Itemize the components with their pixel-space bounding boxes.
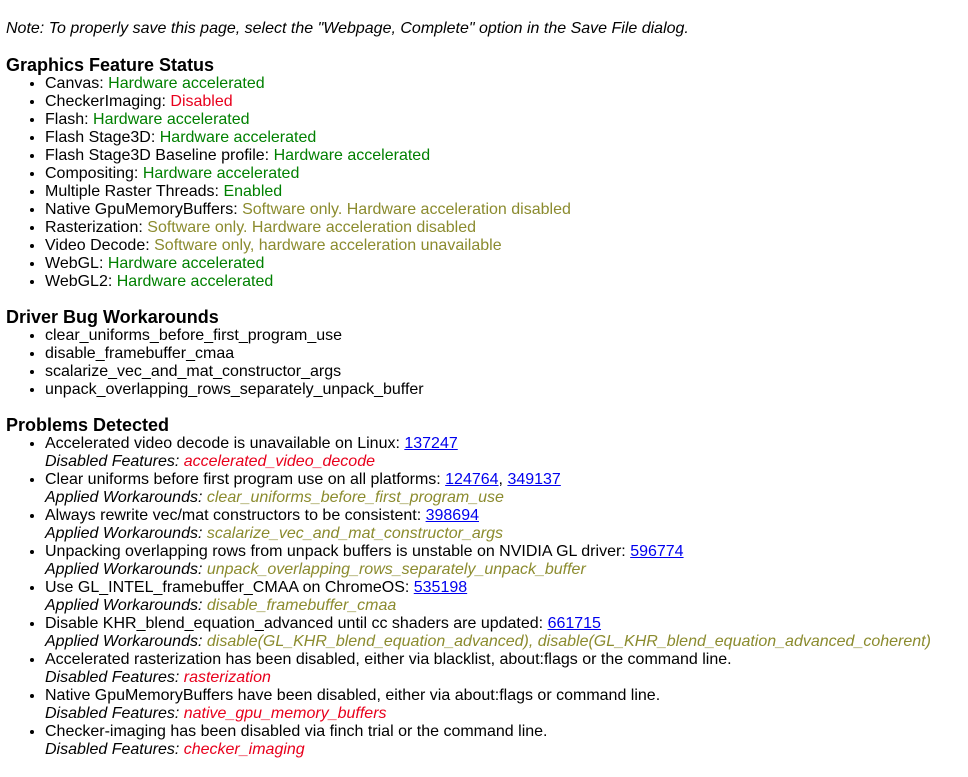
problem-detail-label: Disabled Features: [45,741,184,758]
feature-status-value: Software only. Hardware acceleration disabled [147,219,477,236]
feature-status-value: Hardware accelerated [108,75,265,92]
problem-detail [45,561,962,579]
problem-detail-label: Disabled Features: [45,453,184,470]
feature-status-item [45,255,962,273]
feature-name: Rasterization: [45,219,148,236]
problem-detail-value: scalarize_vec_and_mat_constructor_args [206,525,504,542]
feature-name: Flash Stage3D Baseline profile: [45,147,274,164]
problem-detail [45,705,962,723]
feature-status-item [45,165,962,183]
problem-detail [45,741,962,759]
problem-detail [45,525,962,543]
problem-detail-value: disable(GL_KHR_blend_equation_advanced_coherent) [537,633,931,650]
problem-detail [45,489,962,507]
problems-heading: Problems Detected [6,415,170,435]
feature-status-value: Hardware accelerated [107,255,265,272]
problem-detail [45,597,962,615]
feature-status-heading: Graphics Feature Status [6,55,215,75]
problem-detail-label: Applied Workarounds: [45,561,207,578]
problem-description: Always rewrite vec/mat constructors to be consistent: [45,507,426,524]
workaround-item: • clear_uniforms_before_first_program_use [45,327,962,345]
bug-link[interactable]: 124764 [445,471,499,488]
feature-status-value: Disabled [170,93,233,110]
feature-status-item [45,111,962,129]
workarounds-list [6,327,962,399]
feature-status-list [6,75,962,291]
problem-detail-label: Applied Workarounds: [45,489,207,506]
problem-description: Checker-imaging has been disabled via finch trial or the command line. [45,723,548,740]
feature-status-item [45,147,962,165]
problem-item [45,687,962,723]
feature-status-item [45,201,962,219]
problem-detail-value: rasterization [183,669,271,686]
problem-item [45,579,962,615]
feature-status-value: Hardware accelerated [273,147,431,164]
feature-name: Native GpuMemoryBuffers: [45,201,243,218]
feature-name: Compositing: [45,165,143,182]
problem-item [45,471,962,507]
workaround-item: • disable_framebuffer_cmaa [45,345,962,363]
problem-description: Unpacking overlapping rows from unpack buffers is unstable on NVIDIA GL driver: [45,543,631,560]
workaround-item: • scalarize_vec_and_mat_constructor_args [45,363,962,381]
bug-link[interactable]: 535198 [413,579,468,596]
problem-detail-label: Disabled Features: [45,669,184,686]
feature-name: CheckerImaging: [45,93,171,110]
feature-status-item [45,93,962,111]
feature-status-value: Hardware accelerated [142,165,300,182]
feature-status-value: Enabled [223,183,283,200]
value-separator: , [528,633,538,650]
feature-status-value: Software only, hardware acceleration unavailable [154,237,502,254]
problem-detail-value: native_gpu_memory_buffers [183,705,387,722]
problem-description: Native GpuMemoryBuffers have been disabled, either via about:flags or command line. [45,687,661,704]
problem-detail-value: disable_framebuffer_cmaa [206,597,397,614]
problem-detail-label: Applied Workarounds: [45,633,207,650]
feature-status-item [45,183,962,201]
save-note: Note: To properly save this page, select the "Webpage, Complete" option in the Save File dialog. [6,20,689,37]
feature-name: WebGL2: [45,273,117,290]
workarounds-heading: Driver Bug Workarounds [6,307,219,327]
problem-description: Disable KHR_blend_equation_advanced until cc shaders are updated: [45,615,548,632]
problem-detail-label: Applied Workarounds: [45,525,207,542]
feature-name: Multiple Raster Threads: [45,183,224,200]
feature-status-item [45,273,962,291]
workaround-item: • unpack_overlapping_rows_separately_unpack_buffer [45,381,962,399]
bug-link[interactable]: 661715 [547,615,601,632]
feature-name: Canvas: [45,75,109,92]
feature-status-value: Hardware accelerated [93,111,250,128]
feature-name: Flash: [45,111,94,128]
problem-detail [45,453,962,471]
problem-item [45,435,962,471]
problem-description: Accelerated video decode is unavailable on Linux: [45,435,405,452]
bug-link[interactable]: 137247 [404,435,458,452]
bug-link[interactable]: 349137 [507,471,561,488]
problems-list [6,435,962,759]
feature-name: Video Decode: [45,237,155,254]
bug-link[interactable]: 596774 [630,543,684,560]
problem-detail [45,669,962,687]
feature-status-item [45,237,962,255]
problem-description: Clear uniforms before first program use on all platforms: [45,471,446,488]
feature-status-item [45,129,962,147]
problem-detail-value: clear_uniforms_before_first_program_use [206,489,504,506]
problem-detail-value: disable(GL_KHR_blend_equation_advanced) [206,633,529,650]
feature-status-value: Hardware accelerated [116,273,274,290]
problem-item [45,651,962,687]
bug-link[interactable]: 398694 [425,507,479,524]
feature-name: Flash Stage3D: [45,129,160,146]
problem-item [45,723,962,759]
problem-description: Use GL_INTEL_framebuffer_CMAA on ChromeOS: [45,579,414,596]
problem-description: Accelerated rasterization has been disabled, either via blacklist, about:flags or the command line. [45,651,732,668]
problem-detail-label: Disabled Features: [45,705,184,722]
problem-item [45,507,962,543]
problem-detail [45,633,962,651]
feature-status-value: Hardware accelerated [159,129,317,146]
problem-detail-value: unpack_overlapping_rows_separately_unpack_buffer [206,561,586,578]
feature-status-value: Software only. Hardware acceleration disabled [242,201,571,218]
problem-item [45,543,962,579]
feature-name: WebGL: [45,255,108,272]
feature-status-item [45,219,962,237]
problem-detail-label: Applied Workarounds: [45,597,207,614]
link-separator: , [498,471,508,488]
problem-detail-value: checker_imaging [183,741,305,758]
problem-detail-value: accelerated_video_decode [183,453,375,470]
problem-item [45,615,962,651]
feature-status-item [45,75,962,93]
